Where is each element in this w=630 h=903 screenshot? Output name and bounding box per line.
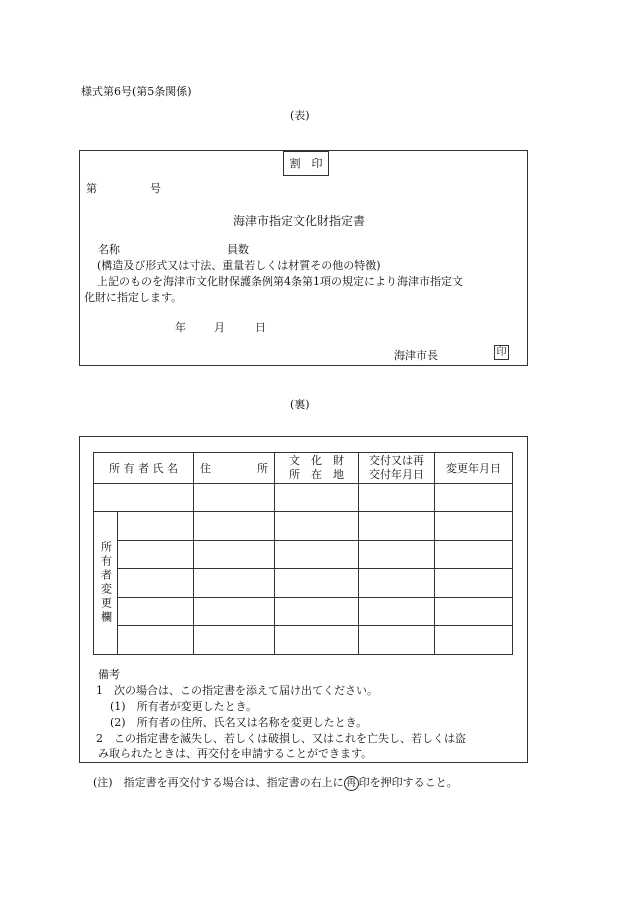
date-month: 月	[214, 321, 225, 334]
table-cell	[118, 569, 194, 598]
table-cell	[194, 626, 275, 655]
table-cell	[435, 598, 513, 626]
header-owner-name: 所 有 者 氏 名	[94, 453, 194, 484]
certificate-title: 海津市指定文化財指定書	[233, 214, 366, 228]
table-cell	[194, 598, 275, 626]
change-date-cell	[435, 484, 513, 512]
remarks-title: 備考	[98, 668, 120, 681]
date-day: 日	[255, 321, 266, 334]
table-row	[94, 484, 513, 512]
table-cell	[359, 512, 435, 541]
table-row	[94, 541, 513, 569]
owner-name-cell	[94, 484, 194, 512]
table-row	[94, 626, 513, 655]
issue-date-cell	[359, 484, 435, 512]
header-issue-l2: 交付年月日	[369, 468, 424, 481]
structure-note: (構造及び形式又は寸法、重量若しくは材質その他の特徴)	[97, 259, 381, 272]
table-row	[94, 512, 513, 541]
remark-item: (1) 所有者が変更したとき。	[110, 700, 258, 713]
header-location-l1: 文 化 財	[289, 454, 344, 467]
count-label: 員数	[227, 243, 249, 256]
table-cell	[275, 569, 359, 598]
table-cell	[359, 569, 435, 598]
table-cell	[435, 541, 513, 569]
table-cell	[275, 626, 359, 655]
header-address-a: 住	[200, 462, 211, 475]
table-cell	[359, 598, 435, 626]
footnote	[93, 774, 458, 791]
remark-item: み取られたときは、再交付を申請することができます。	[98, 747, 373, 760]
split-seal-box: 割 印	[283, 151, 329, 176]
address-cell	[194, 484, 275, 512]
table-cell	[359, 541, 435, 569]
mayor-title: 海津市長	[394, 349, 438, 362]
remark-item: 1 次の場合は、この指定書を添えて届け出てください。	[96, 684, 378, 697]
reissue-mark: 再	[344, 776, 359, 791]
owner-change-label: 所有者変更欄	[99, 541, 113, 625]
footnote-suffix: 印を押印すること。	[358, 776, 458, 789]
table-cell	[118, 541, 194, 569]
header-address-b: 所	[257, 462, 268, 475]
table-row	[94, 598, 513, 626]
table-cell	[275, 512, 359, 541]
table-cell	[359, 626, 435, 655]
front-side-label: (表)	[290, 109, 310, 122]
form-label: 様式第6号(第5条関係)	[81, 85, 192, 98]
official-seal: 印	[494, 345, 509, 360]
table-cell	[275, 541, 359, 569]
owner-register-table	[93, 452, 513, 655]
table-cell	[435, 512, 513, 541]
table-cell	[435, 569, 513, 598]
body-line-1: 上記のものを海津市文化財保護条例第4条第1項の規定により海津市指定文	[97, 275, 463, 288]
table-cell	[194, 569, 275, 598]
table-cell	[435, 626, 513, 655]
back-side-label: (裏)	[290, 398, 310, 411]
remark-item: 2 この指定書を滅失し、若しくは破損し、又はこれを亡失し、若しくは盗	[96, 732, 466, 745]
body-line-2: 化財に指定します。	[84, 291, 183, 304]
number-prefix: 第	[86, 182, 97, 195]
number-suffix: 号	[150, 182, 161, 195]
header-location-l2: 所 在 地	[289, 468, 344, 481]
header-change-date: 変更年月日	[435, 453, 513, 484]
table-row	[94, 569, 513, 598]
name-label: 名称	[98, 243, 120, 256]
header-address	[194, 453, 275, 484]
table-cell	[194, 512, 275, 541]
date-year: 年	[175, 321, 186, 334]
owner-change-column	[94, 512, 118, 655]
table-cell	[118, 626, 194, 655]
footnote-prefix: (注) 指定書を再交付する場合は、指定書の右上に	[93, 776, 344, 789]
remark-item: (2) 所有者の住所、氏名又は名称を変更したとき。	[110, 716, 368, 729]
header-issue-date	[359, 453, 435, 484]
header-location	[275, 453, 359, 484]
table-cell	[275, 598, 359, 626]
header-issue-l1: 交付又は再	[369, 454, 424, 467]
certificate-front	[79, 150, 528, 366]
table-cell	[118, 598, 194, 626]
table-cell	[194, 541, 275, 569]
table-cell	[118, 512, 194, 541]
location-cell	[275, 484, 359, 512]
